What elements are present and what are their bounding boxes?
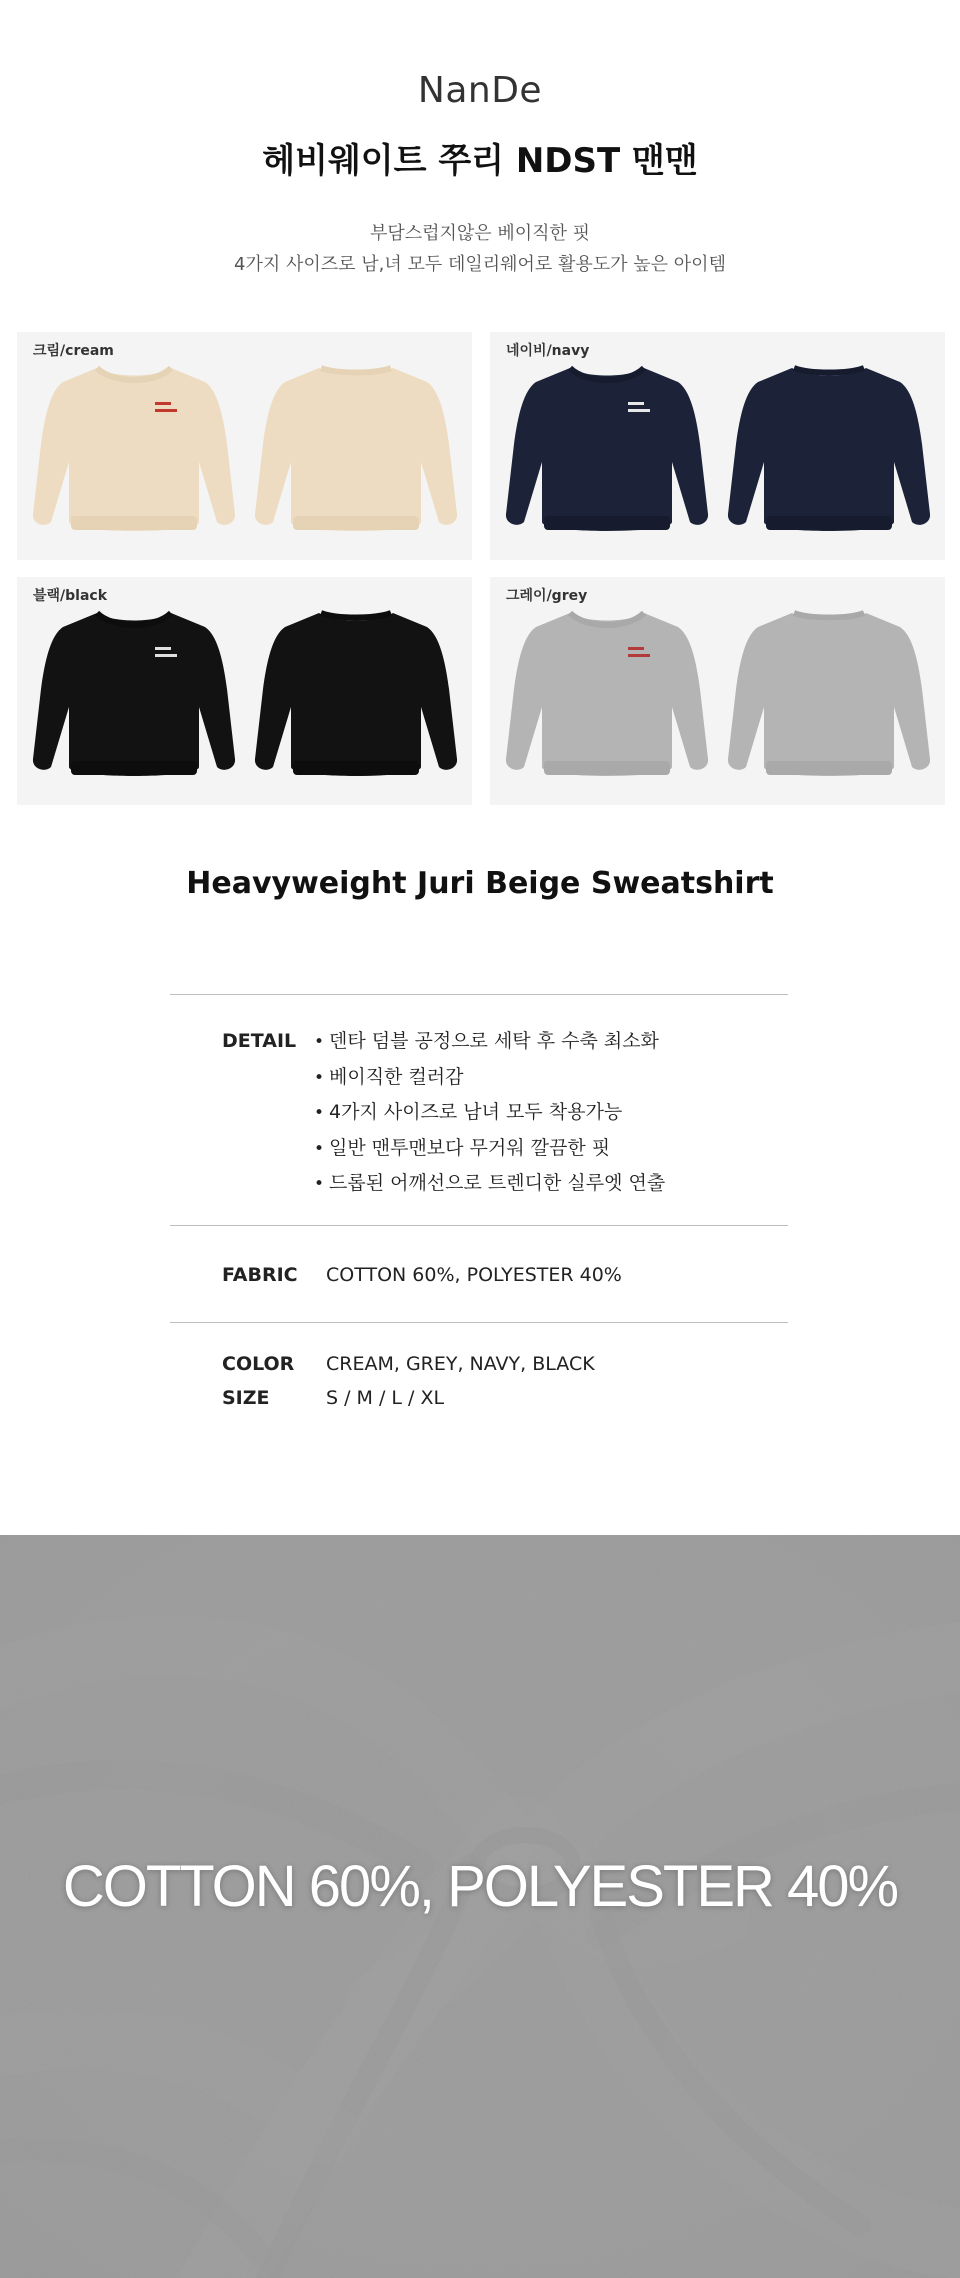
subtitle-line-2: 4가지 사이즈로 남,녀 모두 데일리웨어로 활용도가 높은 아이템 xyxy=(234,254,726,275)
sweatshirt-back xyxy=(728,368,930,531)
chest-print-icon xyxy=(628,402,644,405)
detail-item: • 드롭된 어깨선으로 트렌디한 실루엣 연출 xyxy=(314,1169,665,1205)
variant-tile-navy xyxy=(490,332,945,560)
hem-rib xyxy=(71,761,197,775)
sweatshirt-front xyxy=(33,613,235,776)
sweatshirt-pair xyxy=(33,368,457,531)
collar-rib xyxy=(794,368,864,373)
detail-list xyxy=(314,1027,665,1205)
brand-name: NanDe xyxy=(417,70,543,111)
detail-item: • 덴타 덤블 공정으로 세탁 후 수축 최소화 xyxy=(314,1027,665,1063)
divider-middle xyxy=(170,1225,788,1226)
sweatshirt-pair-image xyxy=(490,577,945,805)
size-value: S / M / L / XL xyxy=(326,1387,445,1409)
divider-bottom xyxy=(170,1322,788,1323)
collar-rib xyxy=(321,368,391,373)
product-name: Heavyweight Juri Beige Sweatshirt xyxy=(186,866,774,901)
size-label: SIZE xyxy=(222,1387,270,1409)
hem-rib xyxy=(766,761,892,775)
variant-label: 크림/cream xyxy=(33,343,114,359)
collar-rib xyxy=(97,613,171,625)
variant-label: 그레이/grey xyxy=(506,588,588,604)
detail-item: • 베이직한 컬러감 xyxy=(314,1063,665,1099)
sweatshirt-front xyxy=(506,613,708,776)
hem-rib xyxy=(293,516,419,530)
detail-item: • 4가지 사이즈로 남녀 모두 착용가능 xyxy=(314,1098,665,1134)
variant-tile-grey xyxy=(490,577,945,805)
fabric-value: COTTON 60%, POLYESTER 40% xyxy=(326,1264,622,1286)
chest-print-icon xyxy=(628,654,650,657)
hem-rib xyxy=(71,516,197,530)
collar-rib xyxy=(570,368,644,380)
hem-rib xyxy=(544,516,670,530)
chest-print-icon xyxy=(155,409,177,412)
sweatshirt-front xyxy=(506,368,708,531)
product-title: 헤비웨이트 쭈리 NDST 맨맨 xyxy=(262,141,698,181)
fabric-label: FABRIC xyxy=(222,1264,298,1286)
sweatshirt-pair xyxy=(506,368,930,531)
sweatshirt-front xyxy=(33,368,235,531)
hem-rib xyxy=(544,761,670,775)
color-value: CREAM, GREY, NAVY, BLACK xyxy=(326,1353,595,1375)
sweatshirt-back xyxy=(255,368,457,531)
product-subtitle xyxy=(0,218,960,280)
variant-label: 네이비/navy xyxy=(506,343,590,359)
collar-rib xyxy=(570,613,644,625)
color-label: COLOR xyxy=(222,1353,295,1375)
collar-rib xyxy=(794,613,864,618)
fabric-composition-banner: COTTON 60%, POLYESTER 40% xyxy=(62,1854,898,1919)
sweatshirt-back xyxy=(728,613,930,776)
sweatshirt-pair-image xyxy=(17,577,472,805)
divider-top xyxy=(170,994,788,995)
sweatshirt-pair-image xyxy=(17,332,472,560)
collar-rib xyxy=(321,613,391,618)
chest-print-icon xyxy=(155,402,171,405)
collar-rib xyxy=(97,368,171,380)
sweatshirt-back xyxy=(255,613,457,776)
variant-tile-cream xyxy=(17,332,472,560)
variant-label: 블랙/black xyxy=(33,588,108,604)
chest-print-icon xyxy=(628,647,644,650)
subtitle-line-1: 부담스럽지않은 베이직한 핏 xyxy=(369,223,591,244)
chest-print-icon xyxy=(628,409,650,412)
sweatshirt-pair xyxy=(506,613,930,776)
variant-tile-black xyxy=(17,577,472,805)
sweatshirt-pair xyxy=(33,613,457,776)
detail-item: • 일반 맨투맨보다 무거워 깔끔한 핏 xyxy=(314,1134,665,1170)
detail-label: DETAIL xyxy=(222,1030,297,1052)
hem-rib xyxy=(766,516,892,530)
chest-print-icon xyxy=(155,654,177,657)
chest-print-icon xyxy=(155,647,171,650)
hem-rib xyxy=(293,761,419,775)
sweatshirt-pair-image xyxy=(490,332,945,560)
